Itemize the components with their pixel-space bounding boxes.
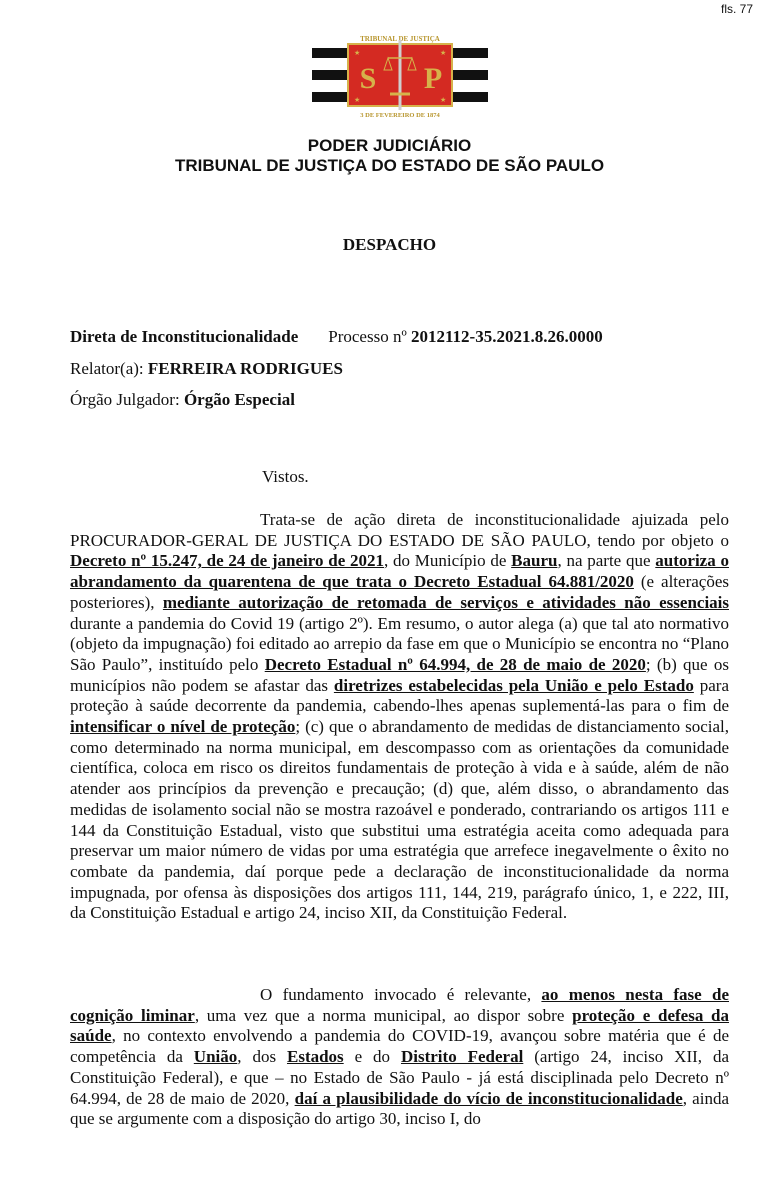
emphasis-run: autoriza o abrandamento da quarentena de que trata o Decreto Estadual 64.881/2020	[70, 551, 729, 592]
text-run: , ainda que se argumente com a disposição do artigo 30, inciso I, do	[70, 1088, 729, 1129]
process-label: Processo nº	[328, 327, 407, 346]
action-type: Direta de Inconstitucionalidade	[70, 327, 299, 346]
paragraph-summary	[70, 510, 729, 924]
vistos-text: Vistos.	[262, 467, 309, 486]
emphasis-run: proteção e defesa da saúde	[70, 1005, 729, 1046]
rapporteur-label: Relator(a):	[70, 359, 144, 378]
emphasis-run: Estados	[286, 1047, 344, 1067]
star-icon: ★	[440, 96, 447, 104]
logo-bottom-text: 3 DE FEVEREIRO DE 1874	[360, 112, 440, 118]
tribunal-logo	[312, 34, 488, 118]
text-run: , dos	[237, 1047, 287, 1067]
emphasis-run: diretrizes estabelecidas pela União e pelo Estado	[333, 675, 694, 695]
text-run: O fundamento invocado é relevante,	[260, 985, 542, 1004]
emphasis-run: Decreto Estadual nº 64.994, de 28 de maio de 2020	[264, 654, 646, 674]
header-line-1: PODER JUDICIÁRIO	[307, 136, 472, 155]
organ-label: Órgão Julgador:	[70, 390, 180, 409]
star-icon: ★	[354, 49, 361, 57]
text-run: (e alterações posteriores),	[70, 572, 729, 612]
text-run: durante a pandemia do Covid 19 (artigo 2º). Em resumo, o autor alega (a) que tal ato normativo (objeto da impugnação) foi editado ao arrepio da fase em que o Município se encontra no “Plano São Paulo”, instituído pelo	[70, 613, 729, 674]
organ-name: Órgão Especial	[183, 390, 295, 409]
star-icon: ★	[440, 49, 447, 57]
emphasis-run: daí a plausibilidade do vício de inconstitucionalidade	[294, 1088, 683, 1108]
logo-letter-p: P	[423, 62, 443, 95]
emphasis-run: Distrito Federal	[400, 1047, 524, 1067]
text-run: Trata-se de ação direta de inconstitucionalidade ajuizada pelo PROCURADOR-GERAL DE JUSTIÇA DO ESTADO DE SÃO PAULO, tendo por objeto o	[70, 510, 729, 550]
text-run: , no contexto envolvendo a pandemia do COVID-19, avançou sobre matéria que é de competência da	[70, 1026, 729, 1067]
emphasis-run: intensificar o nível de proteção	[70, 717, 296, 737]
text-run: , do Município de	[384, 551, 512, 571]
emphasis-run: Decreto nº 15.247, de 24 de janeiro de 2021	[70, 551, 385, 571]
text-run: para proteção à saúde decorrente da pandemia, cabendo-lhes apenas suplementá-las para o fim de	[70, 675, 729, 716]
logo-letter-s: S	[359, 62, 377, 95]
emphasis-run: União	[193, 1047, 238, 1067]
star-icon: ★	[354, 96, 361, 104]
process-number: 2012112-35.2021.8.26.0000	[410, 327, 603, 346]
page-number-label: fls. 77	[720, 2, 753, 16]
text-run: e do	[343, 1047, 401, 1067]
emphasis-run: ao menos nesta fase de cognição liminar	[70, 985, 729, 1025]
document-title: DESPACHO	[342, 235, 437, 254]
text-run: ; (c) que o abrandamento de medidas de distanciamento social, como determinado na norma municipal, em descompasso com as orientações da comunidade científica, coloca em risco os direitos fundamentais de proteção à vida e à saúde, além de não atender aos princípios da prevenção e precaução; (d) que, além disso, o abrandamento das medidas de isolamento social não se mostra razoável e ponderado, contrariando os artigos 111 e 144 da Constituição Estadual, visto que substitui uma estratégia aceita como adequada para preservar um maior número de vidas por uma estratégia que arrefece inegavelmente o êxito no combate da pandemia, daí porque pede a declaração de inconstitucionalidade da norma impugnada, por ofensa às disposições dos artigos 111, 144, 219, parágrafo único, 1, e 222, III, da Constituição Estadual e artigo 24, inciso XII, da Constituição Federal.	[70, 717, 729, 923]
paragraph-reasoning	[70, 985, 729, 1130]
emphasis-run: Bauru	[511, 551, 558, 571]
action-line	[70, 327, 603, 347]
text-run: ; (b) que os municípios não podem se afastar das	[70, 654, 729, 695]
rapporteur-line	[70, 359, 343, 379]
emphasis-run: mediante autorização de retomada de serviços e atividades não essenciais	[162, 592, 729, 612]
text-run: , na parte que	[557, 551, 656, 571]
text-run: , uma vez que a norma municipal, ao dispor sobre	[194, 1005, 573, 1025]
header-line-2: TRIBUNAL DE JUSTIÇA DO ESTADO DE SÃO PAULO	[174, 156, 605, 175]
organ-line	[70, 390, 295, 410]
rapporteur-name: FERREIRA RODRIGUES	[147, 359, 343, 378]
text-run: (artigo 24, inciso XII, da Constituição Federal), e que – no Estado de São Paulo - já está disciplinada pelo Decreto nº 64.994, de 28 de maio de 2020,	[70, 1047, 729, 1108]
logo-top-text: TRIBUNAL DE JUSTIÇA	[360, 35, 440, 43]
